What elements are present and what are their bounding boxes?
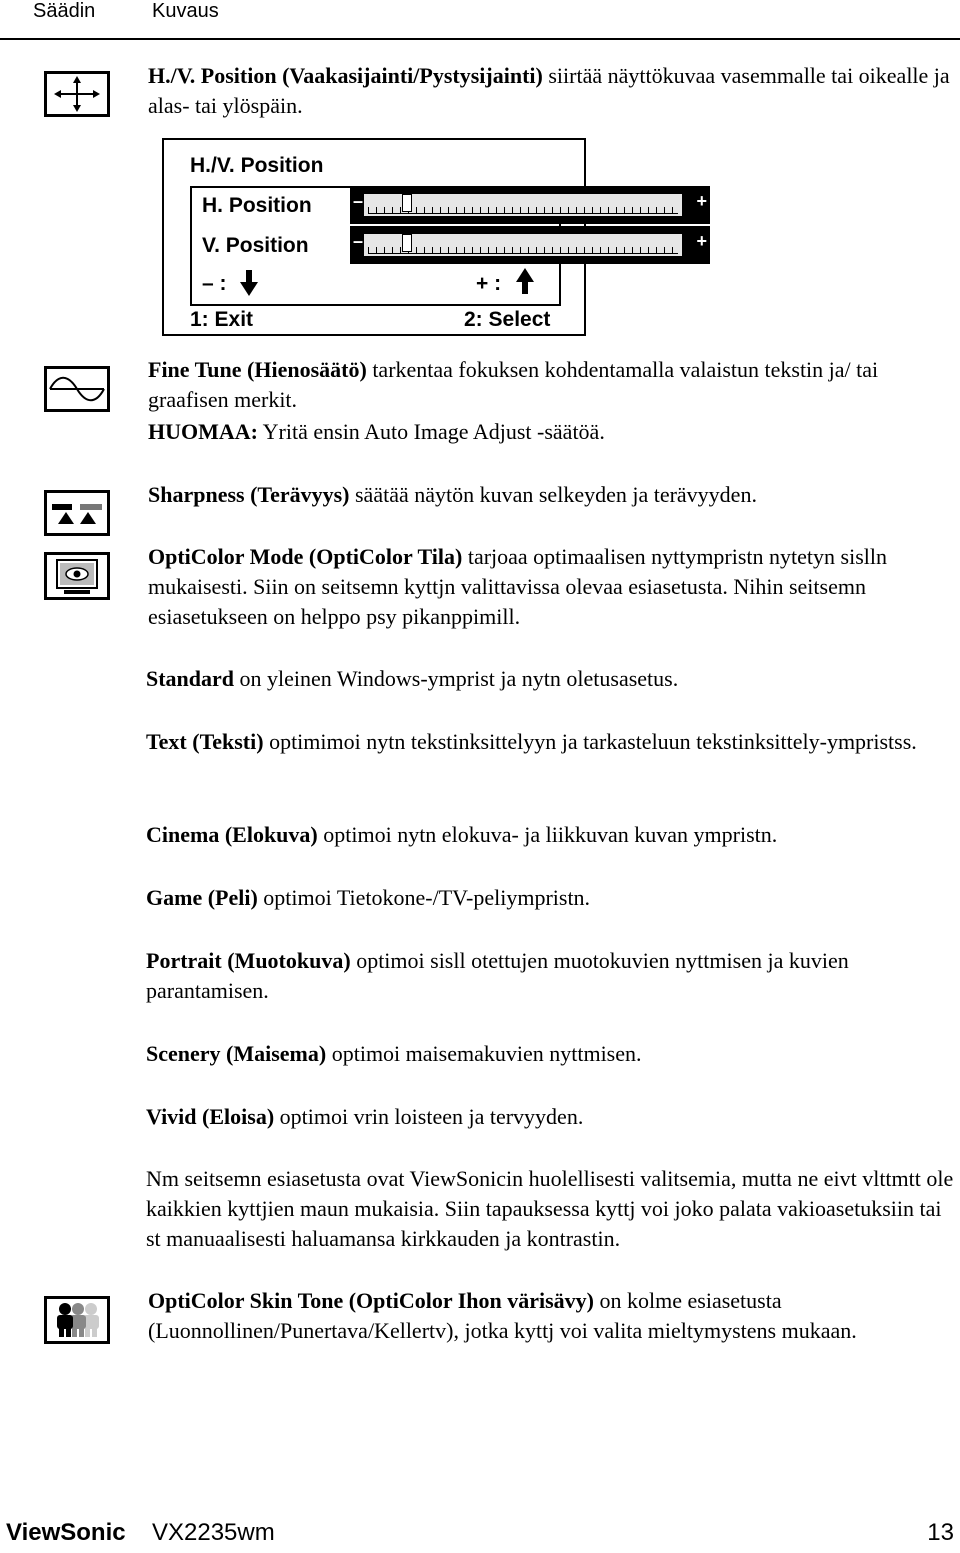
- opticolor-mode-text: tarjoaa optimaalisen nyttympristn nytetyn sislln mukaisesti. Siin on seitsemn kyttjn valittavissa olevaa esiasetusta. Nihin seitsemn esiasetukseen on helppo psy pikanppimill.: [148, 544, 887, 629]
- sharpness-title: Sharpness (Terävyys): [148, 482, 350, 507]
- note-label: HUOMAA:: [148, 419, 258, 444]
- slider-minus-sign: –: [353, 191, 364, 211]
- osd-h-position-label: H. Position: [202, 194, 312, 217]
- header-column-description: Kuvaus: [152, 0, 219, 22]
- fine-tune-description: [148, 355, 958, 415]
- mode-label: Scenery (Maisema): [146, 1041, 327, 1066]
- osd-plus-key-label: + :: [476, 272, 502, 295]
- mode-label: Game (Peli): [146, 885, 258, 910]
- skin-tone-title: OptiColor Skin Tone (OptiColor Ihon värisävy): [148, 1288, 595, 1313]
- arrow-up-icon: [516, 268, 534, 294]
- osd-panel: [162, 138, 707, 336]
- fine-tune-note: [148, 417, 958, 447]
- footer-brand: ViewSonic: [6, 1519, 126, 1546]
- v-position-slider[interactable]: [350, 226, 710, 264]
- h-position-slider[interactable]: [350, 186, 710, 224]
- sharpness-icon: [44, 490, 110, 536]
- osd-v-position-label: V. Position: [202, 234, 309, 257]
- osd-minus-key-label: – :: [202, 272, 227, 295]
- mode-label: Cinema (Elokuva): [146, 822, 318, 847]
- sharpness-description: [148, 480, 958, 510]
- mode-text: optimoi maisemakuvien nyttmisen.: [326, 1041, 642, 1066]
- skin-tone-text: on kolme esiasetusta (Luonnollinen/Punertava/Kellertv), jotka kyttj voi valita mieltymystens mukaan.: [148, 1288, 857, 1343]
- mode-label: Portrait (Muotokuva): [146, 948, 351, 973]
- slider-track: [364, 234, 682, 256]
- mode-label: Standard: [146, 666, 235, 691]
- header-column-control: Säädin: [33, 0, 96, 22]
- table-header: [0, 0, 960, 40]
- h-position-slider-thumb[interactable]: [402, 194, 412, 212]
- mode-cinema: [146, 820, 956, 850]
- mode-text: optimoi Tietokone-/TV-peliympristn.: [257, 885, 591, 910]
- v-position-slider-thumb[interactable]: [402, 234, 412, 252]
- slider-track: [364, 194, 682, 216]
- slider-plus-sign: +: [696, 191, 707, 211]
- slider-minus-sign: –: [353, 231, 364, 251]
- osd-exit-hint: 1: Exit: [190, 308, 254, 331]
- page-footer: [0, 1513, 960, 1553]
- arrow-down-icon: [240, 270, 258, 296]
- hv-position-text: siirtää näyttökuvaa vasemmalle tai oikealle ja alas- tai ylöspäin.: [148, 63, 950, 118]
- opticolor-mode-description: [148, 542, 948, 632]
- mode-text: optimoi nytn elokuva- ja liikkuvan kuvan ympristn.: [317, 822, 778, 847]
- mode-text: optimimoi nytn tekstinksittelyyn ja tarkasteluun tekstinksittely-ympristss.: [263, 729, 917, 754]
- mode-label: Text (Teksti): [146, 729, 264, 754]
- slider-plus-sign: +: [696, 231, 707, 251]
- mode-text-item: [146, 727, 936, 757]
- hv-position-description: [148, 61, 958, 121]
- sharpness-text: säätää näytön kuvan selkeyden ja terävyyden.: [349, 482, 757, 507]
- fine-tune-title: Fine Tune (Hienosäätö): [148, 357, 367, 382]
- mode-portrait: [146, 946, 956, 1006]
- monitor-eye-icon: [44, 552, 110, 600]
- mode-vivid: [146, 1102, 956, 1132]
- mode-game: [146, 883, 956, 913]
- page-number: 13: [927, 1519, 954, 1546]
- mode-label: Vivid (Eloisa): [146, 1104, 275, 1129]
- skin-tone-people-icon: [44, 1296, 110, 1344]
- mode-text: optimoi sisll otettujen muotokuvien nyttmisen ja kuvien parantamisen.: [146, 948, 849, 1003]
- footer-model: VX2235wm: [152, 1519, 275, 1546]
- osd-title: H./V. Position: [190, 154, 324, 177]
- sine-wave-icon: [44, 366, 110, 412]
- opticolor-mode-title: OptiColor Mode (OptiColor Tila): [148, 544, 463, 569]
- hv-position-title: H./V. Position (Vaakasijainti/Pystysijainti): [148, 63, 543, 88]
- move-arrows-icon: [44, 71, 110, 117]
- presets-note: Nm seitsemn esiasetusta ovat ViewSonicin huolellisesti valitsemia, mutta ne eivt vlttmtt ole kaikkien kyttjien maun mukaisia. Siin tapauksessa kyttj voi joko palata vakioasetuksiin tai st manuaalisesti haluamansa kirkkauden ja kontrastin.: [146, 1166, 954, 1251]
- mode-scenery: [146, 1039, 956, 1069]
- skin-tone-description: [148, 1286, 888, 1346]
- osd-select-hint: 2: Select: [464, 308, 551, 331]
- mode-text: on yleinen Windows-ymprist ja nytn oletusasetus.: [234, 666, 679, 691]
- note-text: Yritä ensin Auto Image Adjust -säätöä.: [257, 419, 605, 444]
- mode-text: optimoi vrin loisteen ja tervyyden.: [274, 1104, 584, 1129]
- mode-standard: [146, 664, 956, 694]
- fine-tune-text: tarkentaa fokuksen kohdentamalla valaistun tekstin ja/ tai graafisen merkit.: [148, 357, 879, 412]
